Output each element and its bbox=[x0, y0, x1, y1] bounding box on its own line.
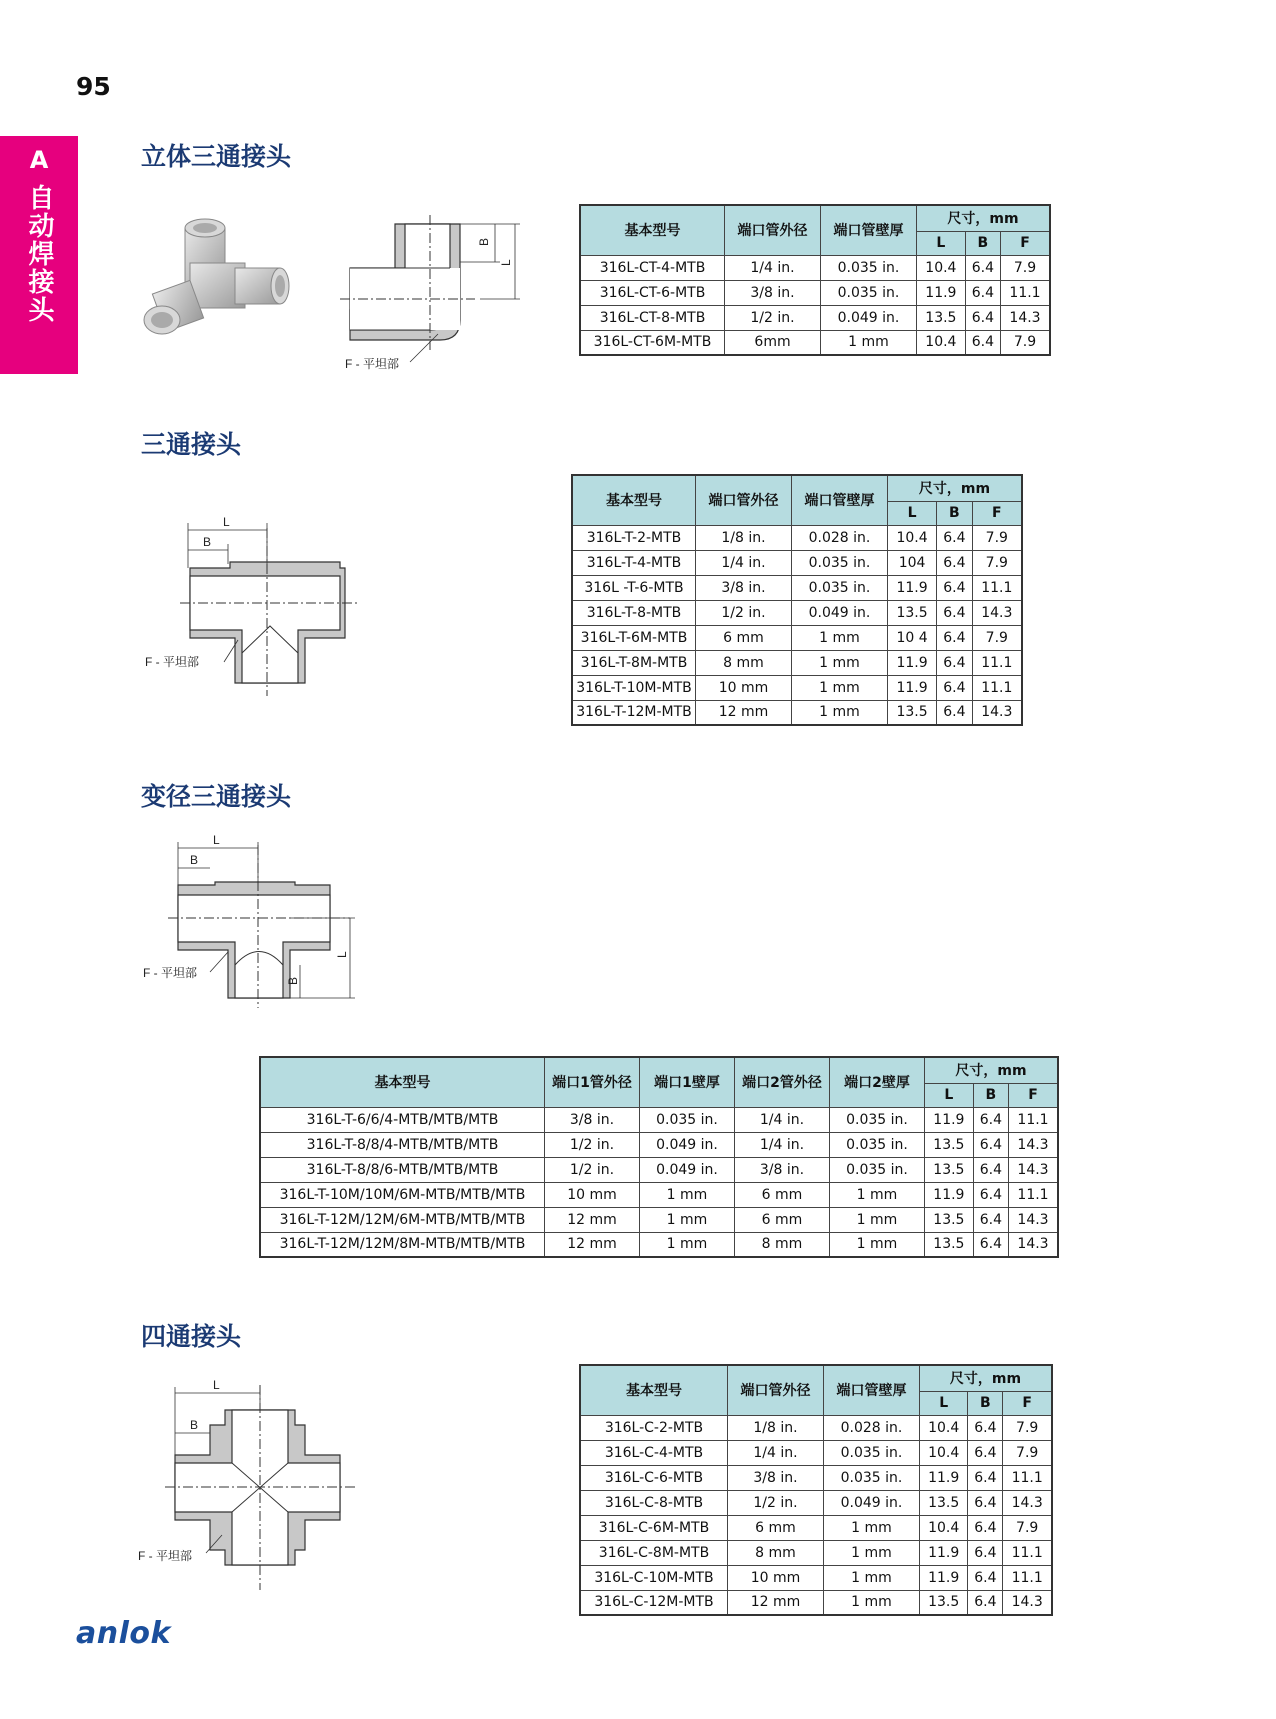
table-cell: 1 mm bbox=[792, 650, 888, 675]
table-row bbox=[572, 575, 1022, 600]
table-cell: 11.9 bbox=[925, 1107, 974, 1132]
table-cell: 14.3 bbox=[1003, 1490, 1052, 1515]
table-cell: 0.035 in. bbox=[824, 1465, 920, 1490]
col-header-dimensions: 尺寸，mm bbox=[925, 1057, 1059, 1083]
col-header-model: 基本型号 bbox=[572, 475, 696, 525]
table-cell: 1/2 in. bbox=[696, 600, 792, 625]
table-cell: 13.5 bbox=[888, 700, 937, 725]
table-cell: 6.4 bbox=[937, 575, 973, 600]
table-cell: 1/2 in. bbox=[545, 1132, 640, 1157]
table-cell: 6.4 bbox=[973, 1182, 1008, 1207]
table-cell: 13.5 bbox=[925, 1232, 974, 1257]
table-cell: 14.3 bbox=[1008, 1207, 1058, 1232]
table-cell: 11.9 bbox=[888, 575, 937, 600]
table-row bbox=[572, 600, 1022, 625]
table-cell: 1/2 in. bbox=[725, 305, 821, 330]
table-row bbox=[580, 1490, 1052, 1515]
table-cell: 1 mm bbox=[792, 625, 888, 650]
table-cell: 0.049 in. bbox=[640, 1132, 735, 1157]
table-cell: 11.1 bbox=[1008, 1107, 1058, 1132]
table-cell: 6.4 bbox=[937, 625, 973, 650]
table-cell: 13.5 bbox=[917, 305, 966, 330]
table-cell: 6.4 bbox=[968, 1565, 1003, 1590]
page-number: 95 bbox=[76, 72, 111, 101]
table-cell: 1 mm bbox=[824, 1515, 920, 1540]
table-cell: 11.9 bbox=[920, 1465, 968, 1490]
table-cell: 1/2 in. bbox=[545, 1157, 640, 1182]
model-number-cell: 316L-T-8/8/6-MTB/MTB/MTB bbox=[260, 1157, 545, 1182]
table-cell: 6.4 bbox=[973, 1132, 1008, 1157]
table-cell: 1/8 in. bbox=[696, 525, 792, 550]
table-cell: 11.1 bbox=[972, 650, 1022, 675]
model-number-cell: 316L-C-8M-MTB bbox=[580, 1540, 728, 1565]
table-cell: 3/8 in. bbox=[545, 1107, 640, 1132]
col-header-l: L bbox=[917, 231, 966, 255]
section-tab bbox=[0, 136, 78, 374]
model-number-cell: 316L-CT-6-MTB bbox=[580, 280, 725, 305]
table-cell: 11.9 bbox=[920, 1565, 968, 1590]
table-cell: 1 mm bbox=[792, 700, 888, 725]
3d-tee-dimension-drawing bbox=[330, 210, 530, 380]
table-cell: 10.4 bbox=[920, 1440, 968, 1465]
3d-tee-spec-table bbox=[579, 204, 1051, 356]
table-cell: 1/2 in. bbox=[728, 1490, 824, 1515]
table-cell: 6.4 bbox=[973, 1232, 1008, 1257]
table-cell: 14.3 bbox=[972, 600, 1022, 625]
dim-b-label: B bbox=[203, 535, 212, 549]
table-cell: 11.1 bbox=[1003, 1465, 1052, 1490]
model-number-cell: 316L-CT-8-MTB bbox=[580, 305, 725, 330]
table-cell: 7.9 bbox=[1003, 1515, 1052, 1540]
table-cell: 6 mm bbox=[735, 1207, 830, 1232]
table-row bbox=[572, 525, 1022, 550]
col-header-model: 基本型号 bbox=[580, 1365, 728, 1415]
table-row bbox=[260, 1182, 1058, 1207]
table-cell: 10 mm bbox=[728, 1565, 824, 1590]
table-cell: 14.3 bbox=[1000, 305, 1050, 330]
dim-l-label: L bbox=[213, 833, 220, 847]
table-cell: 6.4 bbox=[965, 280, 1000, 305]
table-cell: 14.3 bbox=[972, 700, 1022, 725]
table-cell: 6 mm bbox=[728, 1515, 824, 1540]
table-row bbox=[572, 550, 1022, 575]
table-row bbox=[260, 1107, 1058, 1132]
table-cell: 0.035 in. bbox=[821, 280, 917, 305]
table-body bbox=[572, 525, 1022, 725]
col-header-f: F bbox=[1003, 1391, 1052, 1415]
reducing-tee-dimension-drawing bbox=[140, 830, 380, 1010]
col-header-port1-od: 端口1管外径 bbox=[545, 1057, 640, 1107]
table-cell: 10 mm bbox=[545, 1182, 640, 1207]
table-row bbox=[572, 650, 1022, 675]
table-cell: 1 mm bbox=[640, 1207, 735, 1232]
model-number-cell: 316L-C-6M-MTB bbox=[580, 1515, 728, 1540]
cross-spec-table bbox=[579, 1364, 1053, 1616]
dim-b-label: B bbox=[190, 1418, 199, 1432]
dim-b2-label: B bbox=[286, 976, 300, 985]
table-cell: 11.1 bbox=[1000, 280, 1050, 305]
table-cell: 3/8 in. bbox=[725, 280, 821, 305]
table-cell: 0.035 in. bbox=[792, 575, 888, 600]
table-cell: 6.4 bbox=[937, 700, 973, 725]
table-cell: 6.4 bbox=[973, 1107, 1008, 1132]
table-cell: 1/4 in. bbox=[696, 550, 792, 575]
table-body bbox=[260, 1107, 1058, 1257]
section-tab-letter: A bbox=[29, 146, 49, 174]
table-cell: 12 mm bbox=[545, 1207, 640, 1232]
col-header-l: L bbox=[920, 1391, 968, 1415]
table-cell: 6.4 bbox=[973, 1207, 1008, 1232]
table-cell: 6.4 bbox=[937, 650, 973, 675]
table-cell: 7.9 bbox=[972, 625, 1022, 650]
table-cell: 7.9 bbox=[972, 525, 1022, 550]
table-cell: 0.049 in. bbox=[640, 1157, 735, 1182]
tee-spec-table bbox=[571, 474, 1023, 726]
table-cell: 12 mm bbox=[696, 700, 792, 725]
table-cell: 6mm bbox=[725, 330, 821, 355]
flat-portion-label: F - 平坦部 bbox=[138, 1549, 192, 1563]
table-cell: 11.9 bbox=[888, 675, 937, 700]
col-header-b: B bbox=[968, 1391, 1003, 1415]
flat-portion-label: F - 平坦部 bbox=[145, 655, 199, 669]
dim-l2-label: L bbox=[335, 951, 349, 958]
table-body bbox=[580, 1415, 1052, 1615]
table-cell: 0.035 in. bbox=[830, 1107, 925, 1132]
table-row bbox=[580, 305, 1050, 330]
model-number-cell: 316L-C-6-MTB bbox=[580, 1465, 728, 1490]
table-cell: 0.049 in. bbox=[792, 600, 888, 625]
col-header-l: L bbox=[925, 1083, 974, 1107]
model-number-cell: 316L-CT-6M-MTB bbox=[580, 330, 725, 355]
table-cell: 11.1 bbox=[1008, 1182, 1058, 1207]
table-row bbox=[580, 1415, 1052, 1440]
section-title-3d-tee: 立体三通接头 bbox=[141, 142, 292, 171]
model-number-cell: 316L-C-4-MTB bbox=[580, 1440, 728, 1465]
table-cell: 11.1 bbox=[1003, 1565, 1052, 1590]
table-row bbox=[580, 1515, 1052, 1540]
table-cell: 0.028 in. bbox=[792, 525, 888, 550]
table-cell: 1/8 in. bbox=[728, 1415, 824, 1440]
table-body bbox=[580, 255, 1050, 355]
model-number-cell: 316L-T-10M-MTB bbox=[572, 675, 696, 700]
col-header-wall: 端口管壁厚 bbox=[824, 1365, 920, 1415]
table-cell: 6.4 bbox=[968, 1440, 1003, 1465]
model-number-cell: 316L-C-10M-MTB bbox=[580, 1565, 728, 1590]
model-number-cell: 316L-C-12M-MTB bbox=[580, 1590, 728, 1615]
col-header-f: F bbox=[1008, 1083, 1058, 1107]
table-cell: 0.035 in. bbox=[640, 1107, 735, 1132]
section-title-reducing-tee: 变径三通接头 bbox=[141, 782, 292, 811]
col-header-od: 端口管外径 bbox=[728, 1365, 824, 1415]
table-cell: 6.4 bbox=[968, 1465, 1003, 1490]
table-row bbox=[580, 1465, 1052, 1490]
table-cell: 8 mm bbox=[735, 1232, 830, 1257]
table-cell: 10 4 bbox=[888, 625, 937, 650]
table-cell: 12 mm bbox=[545, 1232, 640, 1257]
table-cell: 12 mm bbox=[728, 1590, 824, 1615]
model-number-cell: 316L-T-10M/10M/6M-MTB/MTB/MTB bbox=[260, 1182, 545, 1207]
table-cell: 14.3 bbox=[1003, 1590, 1052, 1615]
section-tab-label: 自动焊接头 bbox=[24, 184, 54, 324]
table-cell: 0.028 in. bbox=[824, 1415, 920, 1440]
dim-l-label: L bbox=[499, 259, 513, 266]
table-cell: 10.4 bbox=[888, 525, 937, 550]
table-cell: 1 mm bbox=[640, 1232, 735, 1257]
table-cell: 1 mm bbox=[792, 675, 888, 700]
table-cell: 0.049 in. bbox=[824, 1490, 920, 1515]
table-row bbox=[580, 1590, 1052, 1615]
table-cell: 1 mm bbox=[824, 1565, 920, 1590]
table-cell: 11.1 bbox=[972, 675, 1022, 700]
table-cell: 11.9 bbox=[920, 1540, 968, 1565]
model-number-cell: 316L-T-12M/12M/8M-MTB/MTB/MTB bbox=[260, 1232, 545, 1257]
table-cell: 11.1 bbox=[972, 575, 1022, 600]
table-cell: 7.9 bbox=[1000, 330, 1050, 355]
table-cell: 7.9 bbox=[1000, 255, 1050, 280]
dim-b-label: B bbox=[190, 853, 199, 867]
model-number-cell: 316L -T-6-MTB bbox=[572, 575, 696, 600]
table-cell: 7.9 bbox=[972, 550, 1022, 575]
dim-l-label: L bbox=[213, 1378, 220, 1392]
brand-logo: anlok bbox=[76, 1616, 171, 1651]
table-cell: 6.4 bbox=[965, 305, 1000, 330]
table-cell: 1 mm bbox=[824, 1540, 920, 1565]
table-cell: 13.5 bbox=[925, 1157, 974, 1182]
table-cell: 10.4 bbox=[917, 255, 966, 280]
table-cell: 0.035 in. bbox=[830, 1132, 925, 1157]
flat-portion-label: F - 平坦部 bbox=[345, 357, 399, 371]
table-row bbox=[572, 700, 1022, 725]
col-header-f: F bbox=[1000, 231, 1050, 255]
table-cell: 1/4 in. bbox=[735, 1132, 830, 1157]
table-cell: 6.4 bbox=[965, 330, 1000, 355]
table-cell: 6.4 bbox=[973, 1157, 1008, 1182]
table-cell: 13.5 bbox=[888, 600, 937, 625]
table-row bbox=[580, 1440, 1052, 1465]
col-header-b: B bbox=[973, 1083, 1008, 1107]
col-header-port1-wall: 端口1壁厚 bbox=[640, 1057, 735, 1107]
table-cell: 0.035 in. bbox=[830, 1157, 925, 1182]
model-number-cell: 316L-T-2-MTB bbox=[572, 525, 696, 550]
tee-dimension-drawing bbox=[140, 508, 380, 698]
reducing-tee-spec-table bbox=[259, 1056, 1059, 1258]
table-cell: 1 mm bbox=[640, 1182, 735, 1207]
table-cell: 6 mm bbox=[696, 625, 792, 650]
col-header-f: F bbox=[972, 501, 1022, 525]
table-cell: 13.5 bbox=[925, 1132, 974, 1157]
model-number-cell: 316L-T-8-MTB bbox=[572, 600, 696, 625]
table-cell: 0.035 in. bbox=[824, 1440, 920, 1465]
table-row bbox=[260, 1207, 1058, 1232]
model-number-cell: 316L-T-4-MTB bbox=[572, 550, 696, 575]
model-number-cell: 316L-T-12M/12M/6M-MTB/MTB/MTB bbox=[260, 1207, 545, 1232]
table-cell: 6.4 bbox=[965, 255, 1000, 280]
table-cell: 6.4 bbox=[937, 600, 973, 625]
table-cell: 1 mm bbox=[824, 1590, 920, 1615]
table-cell: 10 mm bbox=[696, 675, 792, 700]
section-title-tee: 三通接头 bbox=[141, 430, 242, 459]
table-row bbox=[260, 1232, 1058, 1257]
model-number-cell: 316L-T-8/8/4-MTB/MTB/MTB bbox=[260, 1132, 545, 1157]
col-header-b: B bbox=[965, 231, 1000, 255]
model-number-cell: 316L-T-6M-MTB bbox=[572, 625, 696, 650]
col-header-od: 端口管外径 bbox=[725, 205, 821, 255]
table-cell: 6.4 bbox=[937, 675, 973, 700]
table-cell: 0.049 in. bbox=[821, 305, 917, 330]
table-cell: 3/8 in. bbox=[728, 1465, 824, 1490]
table-cell: 1 mm bbox=[830, 1232, 925, 1257]
table-cell: 6.4 bbox=[968, 1415, 1003, 1440]
model-number-cell: 316L-T-6/6/4-MTB/MTB/MTB bbox=[260, 1107, 545, 1132]
table-row bbox=[260, 1132, 1058, 1157]
section-title-cross: 四通接头 bbox=[141, 1322, 242, 1351]
col-header-port2-od: 端口2管外径 bbox=[735, 1057, 830, 1107]
table-row bbox=[580, 255, 1050, 280]
table-cell: 8 mm bbox=[728, 1540, 824, 1565]
table-cell: 10.4 bbox=[920, 1415, 968, 1440]
col-header-b: B bbox=[937, 501, 973, 525]
model-number-cell: 316L-CT-4-MTB bbox=[580, 255, 725, 280]
dim-l-label: L bbox=[223, 515, 230, 529]
table-cell: 1/4 in. bbox=[725, 255, 821, 280]
table-row bbox=[580, 330, 1050, 355]
table-cell: 7.9 bbox=[1003, 1440, 1052, 1465]
flat-portion-label: F - 平坦部 bbox=[143, 966, 197, 980]
3d-tee-product-image bbox=[140, 208, 300, 358]
table-cell: 6.4 bbox=[968, 1515, 1003, 1540]
table-cell: 14.3 bbox=[1008, 1232, 1058, 1257]
table-cell: 0.035 in. bbox=[792, 550, 888, 575]
table-cell: 11.9 bbox=[917, 280, 966, 305]
table-row bbox=[572, 675, 1022, 700]
table-cell: 13.5 bbox=[920, 1490, 968, 1515]
model-number-cell: 316L-C-8-MTB bbox=[580, 1490, 728, 1515]
table-cell: 3/8 in. bbox=[696, 575, 792, 600]
col-header-wall: 端口管壁厚 bbox=[792, 475, 888, 525]
table-cell: 1/4 in. bbox=[735, 1107, 830, 1132]
table-cell: 7.9 bbox=[1003, 1415, 1052, 1440]
table-cell: 11.9 bbox=[925, 1182, 974, 1207]
table-cell: 3/8 in. bbox=[735, 1157, 830, 1182]
col-header-dimensions: 尺寸，mm bbox=[920, 1365, 1053, 1391]
table-cell: 104 bbox=[888, 550, 937, 575]
table-cell: 13.5 bbox=[920, 1590, 968, 1615]
col-header-wall: 端口管壁厚 bbox=[821, 205, 917, 255]
table-cell: 1/4 in. bbox=[728, 1440, 824, 1465]
table-cell: 11.1 bbox=[1003, 1540, 1052, 1565]
model-number-cell: 316L-C-2-MTB bbox=[580, 1415, 728, 1440]
col-header-model: 基本型号 bbox=[580, 205, 725, 255]
table-cell: 14.3 bbox=[1008, 1157, 1058, 1182]
table-cell: 13.5 bbox=[925, 1207, 974, 1232]
col-header-model: 基本型号 bbox=[260, 1057, 545, 1107]
model-number-cell: 316L-T-12M-MTB bbox=[572, 700, 696, 725]
table-cell: 14.3 bbox=[1008, 1132, 1058, 1157]
table-cell: 11.9 bbox=[888, 650, 937, 675]
table-cell: 0.035 in. bbox=[821, 255, 917, 280]
table-cell: 8 mm bbox=[696, 650, 792, 675]
table-cell: 6.4 bbox=[937, 525, 973, 550]
table-cell: 10.4 bbox=[917, 330, 966, 355]
cross-dimension-drawing bbox=[130, 1375, 370, 1600]
table-row bbox=[580, 1565, 1052, 1590]
table-cell: 6.4 bbox=[968, 1590, 1003, 1615]
col-header-port2-wall: 端口2壁厚 bbox=[830, 1057, 925, 1107]
dim-b-label: B bbox=[477, 237, 491, 246]
col-header-dimensions: 尺寸，mm bbox=[888, 475, 1023, 501]
table-cell: 6.4 bbox=[968, 1540, 1003, 1565]
table-row bbox=[572, 625, 1022, 650]
table-cell: 10.4 bbox=[920, 1515, 968, 1540]
table-cell: 1 mm bbox=[821, 330, 917, 355]
col-header-dimensions: 尺寸，mm bbox=[917, 205, 1051, 231]
table-row bbox=[260, 1157, 1058, 1182]
table-cell: 6.4 bbox=[937, 550, 973, 575]
table-row bbox=[580, 280, 1050, 305]
table-cell: 1 mm bbox=[830, 1207, 925, 1232]
table-cell: 6 mm bbox=[735, 1182, 830, 1207]
col-header-od: 端口管外径 bbox=[696, 475, 792, 525]
col-header-l: L bbox=[888, 501, 937, 525]
model-number-cell: 316L-T-8M-MTB bbox=[572, 650, 696, 675]
table-cell: 1 mm bbox=[830, 1182, 925, 1207]
table-row bbox=[580, 1540, 1052, 1565]
table-cell: 6.4 bbox=[968, 1490, 1003, 1515]
